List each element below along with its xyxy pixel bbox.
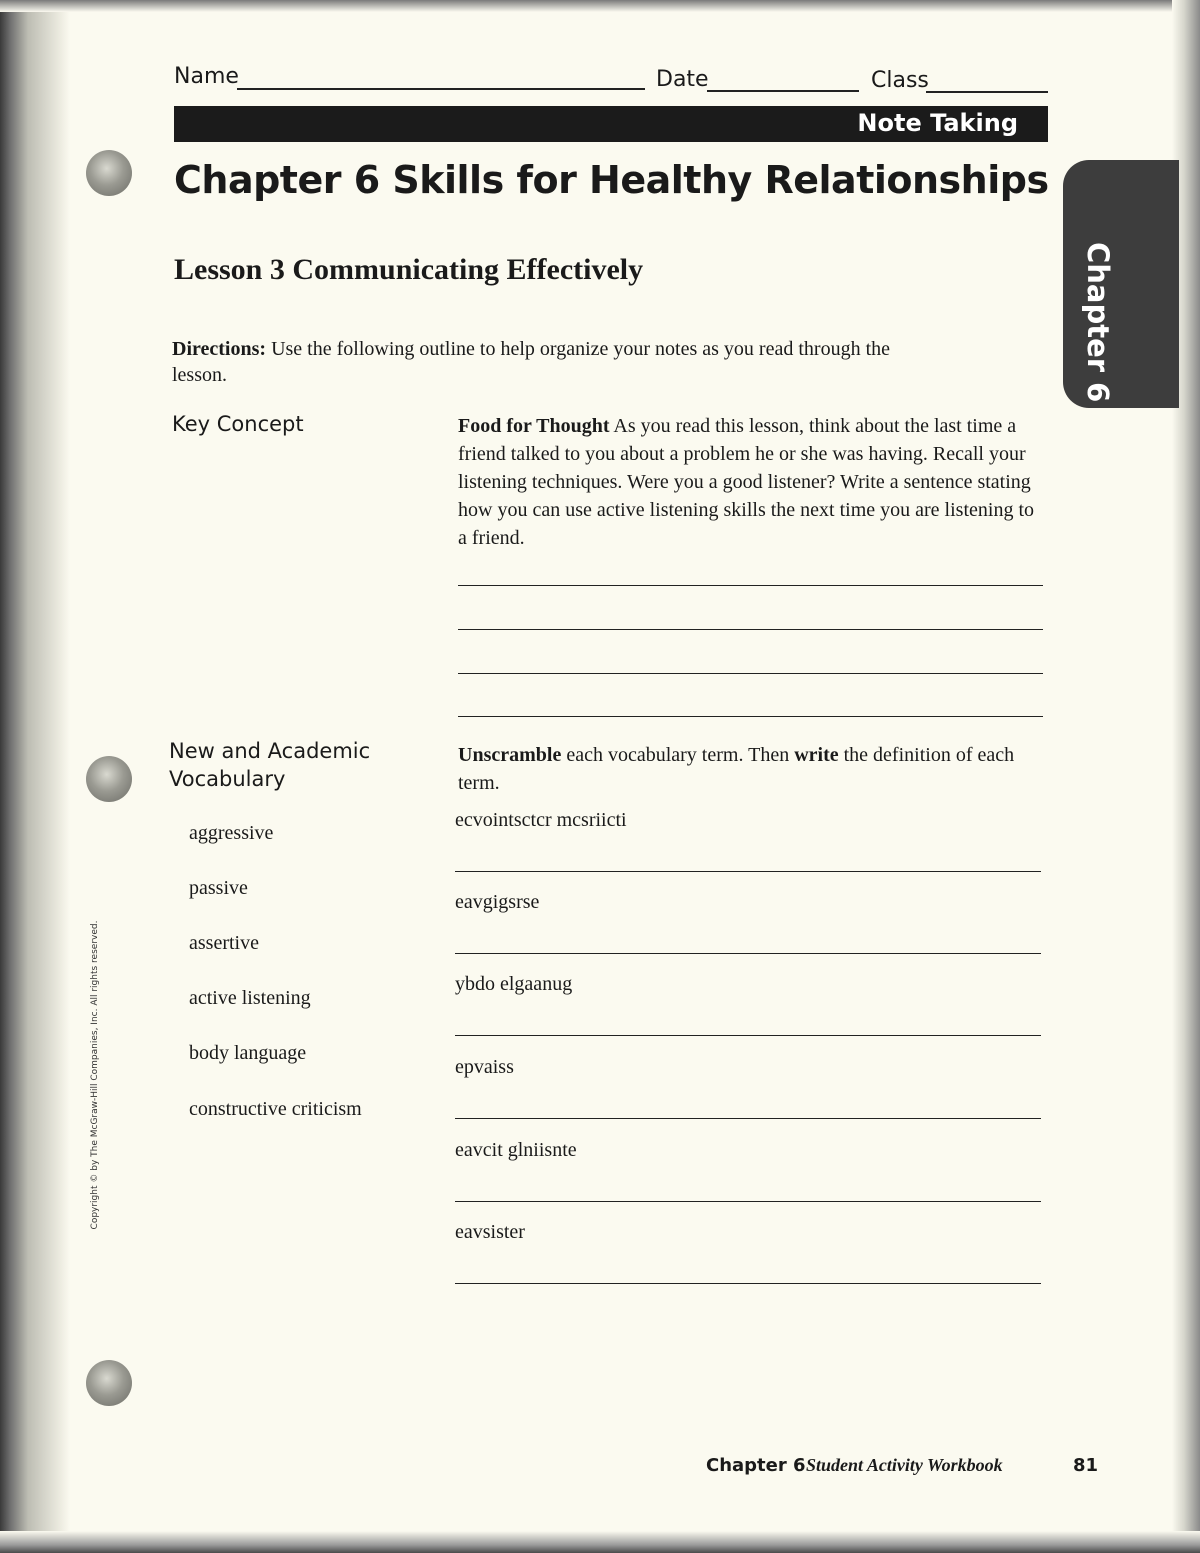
directions (172, 336, 932, 388)
scrambled-word: eavgigsrse (455, 891, 540, 913)
definition-line[interactable] (455, 871, 1041, 872)
scrambled-word: ybdo elgaanug (455, 973, 573, 995)
lesson-title: Lesson 3 Communicating Effectively (174, 253, 644, 286)
footer-chapter: Chapter 6 (706, 1455, 806, 1476)
definition-line[interactable] (455, 953, 1041, 954)
date-field[interactable] (707, 90, 859, 92)
scrambled-word: eavcit glniisnte (455, 1139, 577, 1161)
class-label: Class (871, 68, 929, 93)
name-label: Name (174, 64, 239, 89)
footer-book-title: Student Activity Workbook (806, 1455, 1003, 1475)
vocab-term: assertive (189, 932, 259, 954)
vocab-term: aggressive (189, 822, 274, 844)
vocabulary-instructions (458, 741, 1048, 797)
key-concept-heading: Key Concept (172, 412, 304, 436)
instruction-middle: each vocabulary term. Then (561, 744, 795, 766)
answer-line-2[interactable] (458, 629, 1043, 630)
write-word: write (794, 744, 839, 766)
definition-line[interactable] (455, 1283, 1041, 1284)
page-number: 81 (1073, 1455, 1099, 1476)
answer-line-1[interactable] (458, 585, 1043, 586)
vocabulary-heading: New and Academic Vocabulary (169, 739, 371, 791)
section-bar (174, 106, 1048, 142)
directions-label: Directions: (172, 338, 267, 360)
page-title: Chapter 6 Skills for Healthy Relationships (174, 158, 1049, 202)
food-for-thought-label: Food for Thought (458, 415, 610, 437)
food-for-thought-prompt (458, 412, 1043, 552)
name-field[interactable] (237, 88, 645, 90)
scrambled-word: epvaiss (455, 1056, 514, 1078)
class-field[interactable] (926, 91, 1048, 93)
section-bar-label: Note Taking (857, 109, 1018, 137)
vocab-term: passive (189, 877, 248, 899)
instruction-end: the definition of each term. (458, 744, 1015, 794)
binder-hole-bottom (86, 1360, 132, 1406)
unscramble-word: Unscramble (458, 744, 562, 766)
vocab-term: body language (189, 1042, 307, 1064)
binding-shadow (0, 0, 70, 1553)
scrambled-word: eavsister (455, 1221, 525, 1243)
definition-line[interactable] (455, 1035, 1041, 1036)
binder-hole-top (86, 150, 132, 196)
answer-line-3[interactable] (458, 673, 1043, 674)
vocab-term: active listening (189, 987, 311, 1009)
copyright-notice: Copyright © by The McGraw-Hill Companies, Inc. All rights reserved. (90, 920, 100, 1230)
definition-line[interactable] (455, 1118, 1041, 1119)
top-edge-shadow (0, 0, 1200, 12)
date-label: Date (656, 67, 709, 92)
binder-hole-middle (86, 756, 132, 802)
directions-text: Use the following outline to help organize your notes as you read through the lesson. (172, 338, 890, 386)
bottom-edge-shadow (0, 1531, 1200, 1553)
definition-line[interactable] (455, 1201, 1041, 1202)
scrambled-word: ecvointsctcr mcsriicti (455, 809, 627, 831)
vocab-term: constructive criticism (189, 1098, 362, 1120)
answer-line-4[interactable] (458, 716, 1043, 717)
chapter-side-tab-label: Chapter 6 (1081, 242, 1115, 403)
food-for-thought-text: As you read this lesson, think about the last time a friend talked to you about a problem he or she was having. Recall your listening techniques. Were you a good listener? Write a sentence stating how you can use active listening skills the next time you are listening to a friend. (458, 415, 1034, 549)
